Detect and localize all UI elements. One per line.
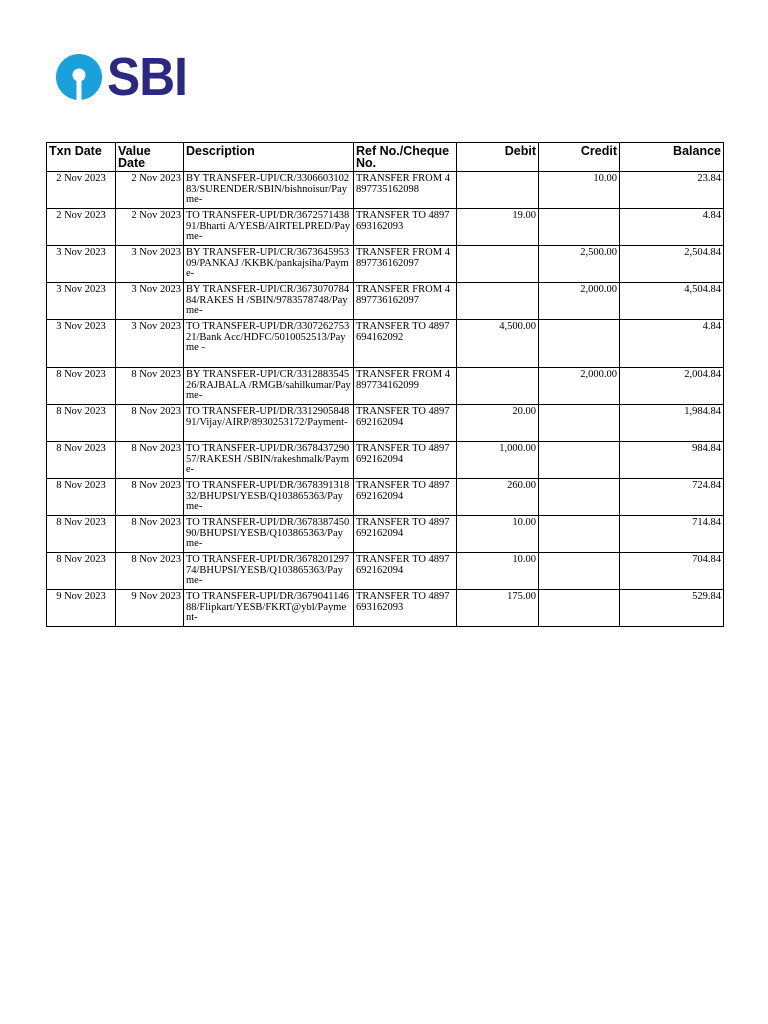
description-cell [184,442,354,479]
value-date-cell: 8 Nov 2023 [116,368,184,405]
credit-cell: 2,000.00 [539,368,620,405]
description-cell-text: TO TRANSFER-UPI/DR/367257143891/Bharti A/YESB/AIRTELPRED/Payme- [186,211,351,242]
credit-cell: 2,500.00 [539,246,620,283]
ref-cell-text: TRANSFER TO 4897692162094 [356,481,450,502]
txn-date-cell: 8 Nov 2023 [47,442,116,479]
value-date-cell: 9 Nov 2023 [116,590,184,627]
description-cell-text: BY TRANSFER-UPI/CR/330660310283/SURENDER/SBIN/bishnoisur/Payme- [186,174,350,205]
ref-cell-text: TRANSFER TO 4897694162092 [356,322,450,343]
debit-cell [457,368,539,405]
debit-cell [457,283,539,320]
description-cell-text: TO TRANSFER-UPI/DR/367839131832/BHUPSI/YESB/Q103865363/Payme- [186,481,350,512]
ref-cell-text: TRANSFER FROM 4897736162097 [356,248,450,269]
description-cell [184,172,354,209]
ref-cell-text: TRANSFER FROM 4897736162097 [356,285,450,306]
description-cell-text: BY TRANSFER-UPI/CR/331288354526/RAJBALA /RMGB/sahilkumar/Payme- [186,370,351,401]
balance-cell: 1,984.84 [620,405,724,442]
value-date-cell: 8 Nov 2023 [116,516,184,553]
debit-cell [457,172,539,209]
description-cell-text: TO TRANSFER-UPI/DR/330726275321/Bank Acc/HDFC/5010052513/Payme - [186,322,350,353]
ref-cell [354,172,457,209]
txn-date-cell: 3 Nov 2023 [47,320,116,368]
description-cell-text: BY TRANSFER-UPI/CR/367307078484/RAKES H /SBIN/9783578748/Payme- [186,285,350,316]
table-row [47,553,724,590]
table-row [47,405,724,442]
ref-cell [354,209,457,246]
ref-cell-text: TRANSFER TO 4897692162094 [356,555,450,576]
table-row [47,516,724,553]
table-row [47,590,724,627]
table-row [47,368,724,405]
balance-cell: 2,004.84 [620,368,724,405]
debit-cell: 1,000.00 [457,442,539,479]
table-header-row [47,143,724,172]
ref-cell [354,479,457,516]
debit-cell [457,246,539,283]
ref-cell [354,283,457,320]
description-cell [184,479,354,516]
credit-cell: 10.00 [539,172,620,209]
txn-date-cell: 8 Nov 2023 [47,405,116,442]
credit-cell [539,553,620,590]
header-credit: Credit [539,143,620,172]
description-cell-text: TO TRANSFER-UPI/DR/367904114688/Flipkart/YESB/FKRT@ybl/Payment- [186,592,349,623]
description-cell [184,283,354,320]
description-cell [184,516,354,553]
value-date-cell: 3 Nov 2023 [116,246,184,283]
credit-cell [539,405,620,442]
value-date-cell: 8 Nov 2023 [116,479,184,516]
balance-cell: 529.84 [620,590,724,627]
balance-cell: 2,504.84 [620,246,724,283]
debit-cell: 20.00 [457,405,539,442]
value-date-cell: 8 Nov 2023 [116,442,184,479]
txn-date-cell: 2 Nov 2023 [47,209,116,246]
description-cell-text: BY TRANSFER-UPI/CR/367364595309/PANKAJ /KKBK/pankajsiha/Payme- [186,248,350,279]
txn-date-cell: 8 Nov 2023 [47,368,116,405]
sbi-logo-text: SBI [107,47,188,107]
value-date-cell: 8 Nov 2023 [116,553,184,590]
description-cell-text: TO TRANSFER-UPI/DR/367820129774/BHUPSI/YESB/Q103865363/Payme- [186,555,350,586]
description-cell [184,368,354,405]
header-txn-date: Txn Date [47,143,116,172]
balance-cell: 23.84 [620,172,724,209]
ref-cell-text: TRANSFER TO 4897692162094 [356,407,450,428]
value-date-cell: 2 Nov 2023 [116,172,184,209]
txn-date-cell: 9 Nov 2023 [47,590,116,627]
value-date-cell: 8 Nov 2023 [116,405,184,442]
table-body [47,172,724,627]
balance-cell: 4.84 [620,320,724,368]
credit-cell: 2,000.00 [539,283,620,320]
description-cell [184,246,354,283]
txn-date-cell: 8 Nov 2023 [47,553,116,590]
ref-cell-text: TRANSFER TO 4897692162094 [356,444,450,465]
ref-cell-text: TRANSFER TO 4897693162093 [356,592,450,613]
transaction-table [46,142,724,627]
balance-cell: 704.84 [620,553,724,590]
value-date-cell: 3 Nov 2023 [116,320,184,368]
ref-cell [354,590,457,627]
credit-cell [539,442,620,479]
txn-date-cell: 8 Nov 2023 [47,479,116,516]
debit-cell: 10.00 [457,516,539,553]
header-ref: Ref No./Cheque No. [354,143,457,172]
description-cell [184,553,354,590]
table-row [47,283,724,320]
ref-cell-text: TRANSFER FROM 4897735162098 [356,174,450,195]
table-row [47,442,724,479]
description-cell [184,209,354,246]
table-row [47,209,724,246]
description-cell-text: TO TRANSFER-UPI/DR/331290584891/Vijay/AIRP/8930253172/Payment- [186,407,350,428]
description-cell-text: TO TRANSFER-UPI/DR/367843729057/RAKESH /SBIN/rakeshmalk/Payme- [186,444,350,475]
table-row [47,172,724,209]
description-cell [184,320,354,368]
balance-cell: 724.84 [620,479,724,516]
balance-cell: 714.84 [620,516,724,553]
balance-cell: 4.84 [620,209,724,246]
credit-cell [539,320,620,368]
ref-cell [354,405,457,442]
ref-cell [354,553,457,590]
ref-cell [354,442,457,479]
ref-cell [354,368,457,405]
table-row [47,246,724,283]
description-cell [184,590,354,627]
ref-cell-text: TRANSFER TO 4897693162093 [356,211,450,232]
debit-cell: 10.00 [457,553,539,590]
credit-cell [539,516,620,553]
txn-date-cell: 8 Nov 2023 [47,516,116,553]
ref-cell-text: TRANSFER FROM 4897734162099 [356,370,450,391]
credit-cell [539,479,620,516]
debit-cell: 260.00 [457,479,539,516]
sbi-logo-icon [55,53,103,101]
debit-cell: 4,500.00 [457,320,539,368]
description-cell [184,405,354,442]
ref-cell [354,246,457,283]
ref-cell [354,516,457,553]
ref-cell [354,320,457,368]
txn-date-cell: 2 Nov 2023 [47,172,116,209]
table-row [47,479,724,516]
value-date-cell: 2 Nov 2023 [116,209,184,246]
header-balance: Balance [620,143,724,172]
debit-cell: 19.00 [457,209,539,246]
balance-cell: 984.84 [620,442,724,479]
table-row [47,320,724,368]
header-debit: Debit [457,143,539,172]
value-date-cell: 3 Nov 2023 [116,283,184,320]
ref-cell-text: TRANSFER TO 4897692162094 [356,518,450,539]
txn-date-cell: 3 Nov 2023 [47,283,116,320]
credit-cell [539,209,620,246]
debit-cell: 175.00 [457,590,539,627]
description-cell-text: TO TRANSFER-UPI/DR/367838745090/BHUPSI/YESB/Q103865363/Payme- [186,518,350,549]
credit-cell [539,590,620,627]
balance-cell: 4,504.84 [620,283,724,320]
header-description: Description [184,143,354,172]
sbi-logo [55,47,194,107]
header-value-date: Value Date [116,143,184,172]
txn-date-cell: 3 Nov 2023 [47,246,116,283]
